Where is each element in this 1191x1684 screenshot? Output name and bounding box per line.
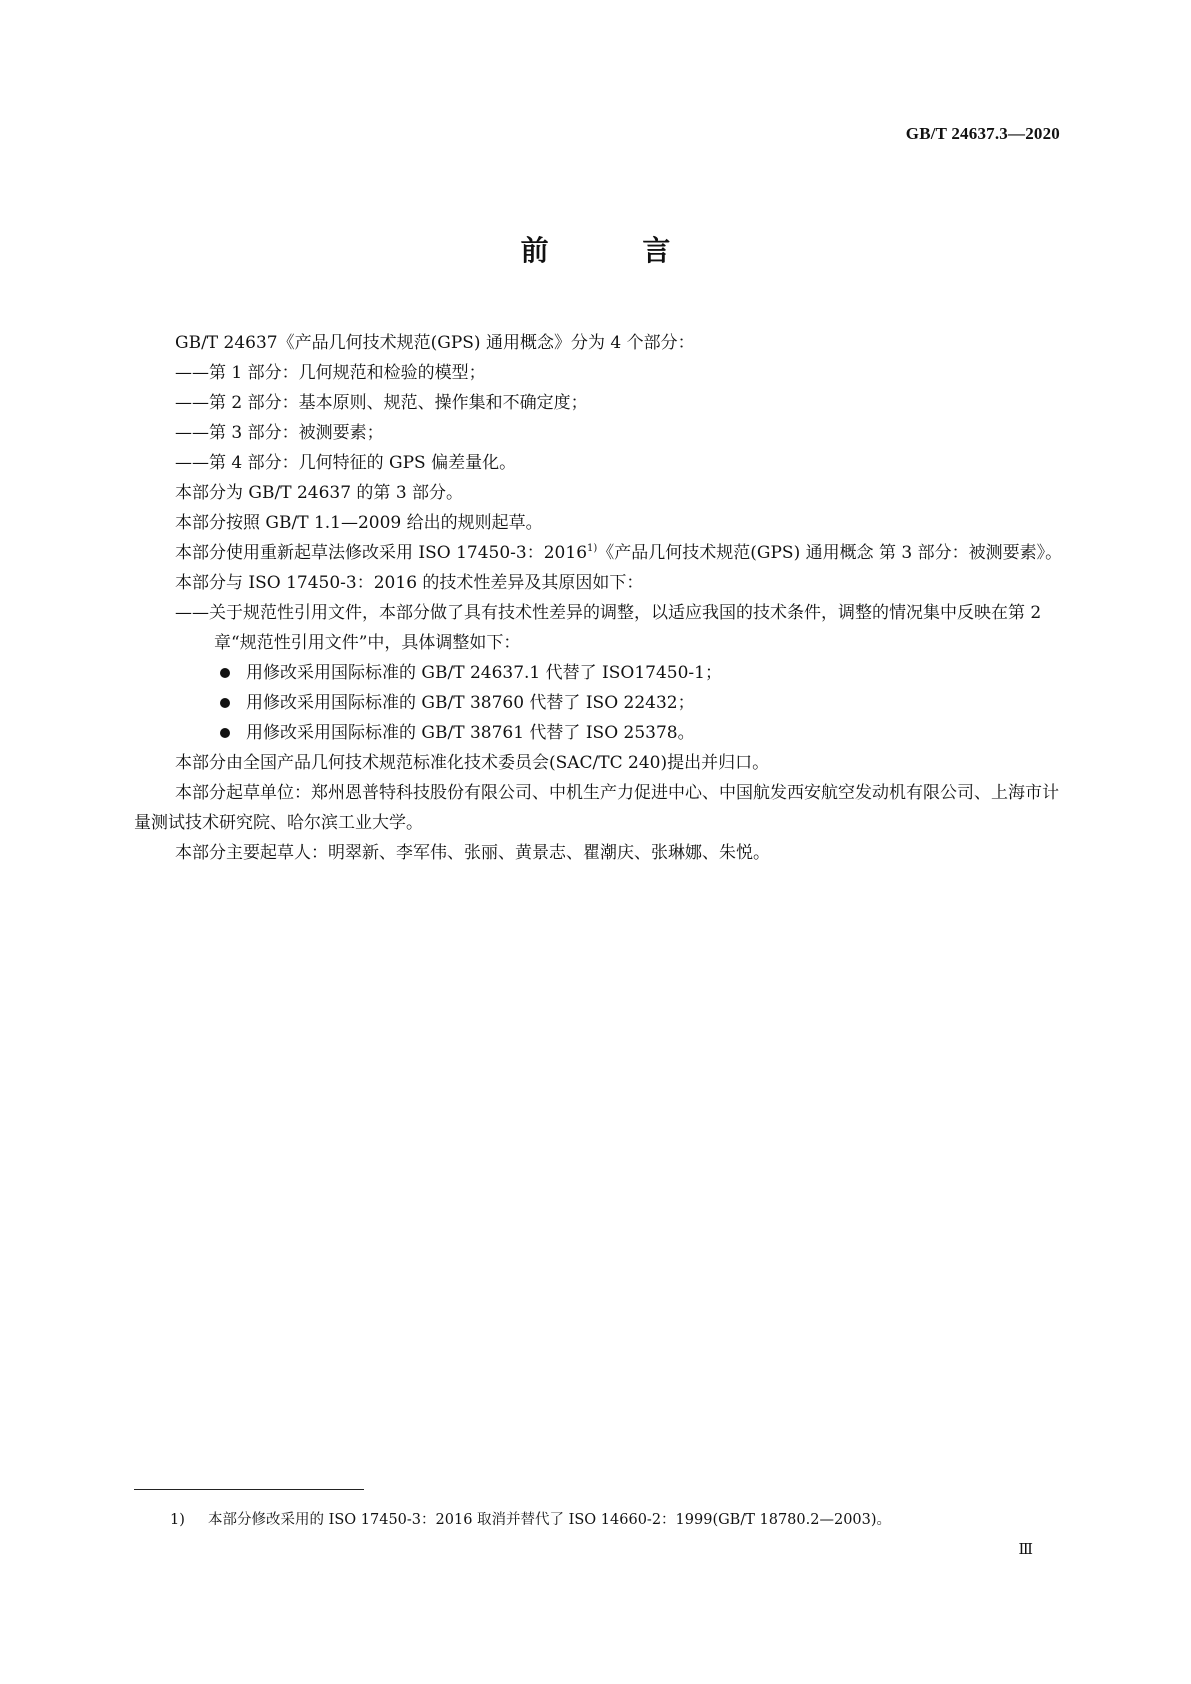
- bullet-item: [134, 688, 1065, 718]
- bullet-item: [134, 718, 1065, 748]
- part-list-item: ——第 4 部分：几何特征的 GPS 偏差量化。: [175, 453, 517, 473]
- paragraph: 本部分与 ISO 17450-3：2016 的技术性差异及其原因如下：: [175, 573, 644, 593]
- bullet-text: 用修改采用国际标准的 GB/T 38761 代替了 ISO 25378。: [246, 723, 695, 743]
- standard-code: GB/T 24637.3—2020: [905, 124, 1060, 143]
- part-list-item: ——第 3 部分：被测要素；: [175, 423, 384, 443]
- paragraph: [134, 538, 1065, 568]
- bullet-icon: [220, 668, 230, 678]
- footnote-number: 1): [170, 1512, 185, 1528]
- paragraph: 本部分主要起草人：明翠新、李军伟、张丽、黄景志、瞿潮庆、张琳娜、朱悦。: [175, 843, 770, 863]
- paragraph: 本部分起草单位：郑州恩普特科技股份有限公司、中机生产力促进中心、中国航发西安航空发动机有限公司、上海市计量测试技术研究院、哈尔滨工业大学。: [134, 783, 1059, 833]
- bullet-icon: [220, 728, 230, 738]
- difference-item: ——关于规范性引用文件，本部分做了具有技术性差异的调整，以适应我国的技术条件，调整的情况集中反映在第 2 章“规范性引用文件”中，具体调整如下：: [175, 603, 1042, 653]
- bullet-icon: [220, 698, 230, 708]
- document-body: [134, 328, 1065, 868]
- bullet-item: [134, 658, 1065, 688]
- footnote-divider: [134, 1489, 364, 1490]
- footnote: [170, 1508, 891, 1529]
- paragraph: 本部分按照 GB/T 1.1—2009 给出的规则起草。: [175, 513, 543, 533]
- bullet-text: 用修改采用国际标准的 GB/T 24637.1 代替了 ISO17450-1；: [246, 663, 722, 683]
- page-number: Ⅲ: [1018, 1540, 1033, 1558]
- paragraph: 本部分由全国产品几何技术规范标准化技术委员会(SAC/TC 240)提出并归口。: [175, 753, 770, 773]
- paragraph: 本部分为 GB/T 24637 的第 3 部分。: [175, 483, 464, 503]
- page-title: 前 言: [520, 234, 713, 267]
- paragraph: GB/T 24637《产品几何技术规范(GPS) 通用概念》分为 4 个部分：: [175, 333, 695, 353]
- paragraph-text: 《产品几何技术规范(GPS) 通用概念 第 3 部分：被测要素》。: [597, 543, 1063, 563]
- paragraph-text: 本部分使用重新起草法修改采用 ISO 17450-3：2016: [175, 543, 588, 563]
- footnote-ref: 1): [587, 543, 598, 554]
- bullet-text: 用修改采用国际标准的 GB/T 38760 代替了 ISO 22432；: [246, 693, 695, 713]
- part-list-item: ——第 2 部分：基本原则、规范、操作集和不确定度；: [175, 393, 588, 413]
- footnote-text: 本部分修改采用的 ISO 17450-3：2016 取消并替代了 ISO 14660-2：1999(GB/T 18780.2—2003)。: [208, 1512, 892, 1528]
- part-list-item: ——第 1 部分：几何规范和检验的模型；: [175, 363, 486, 383]
